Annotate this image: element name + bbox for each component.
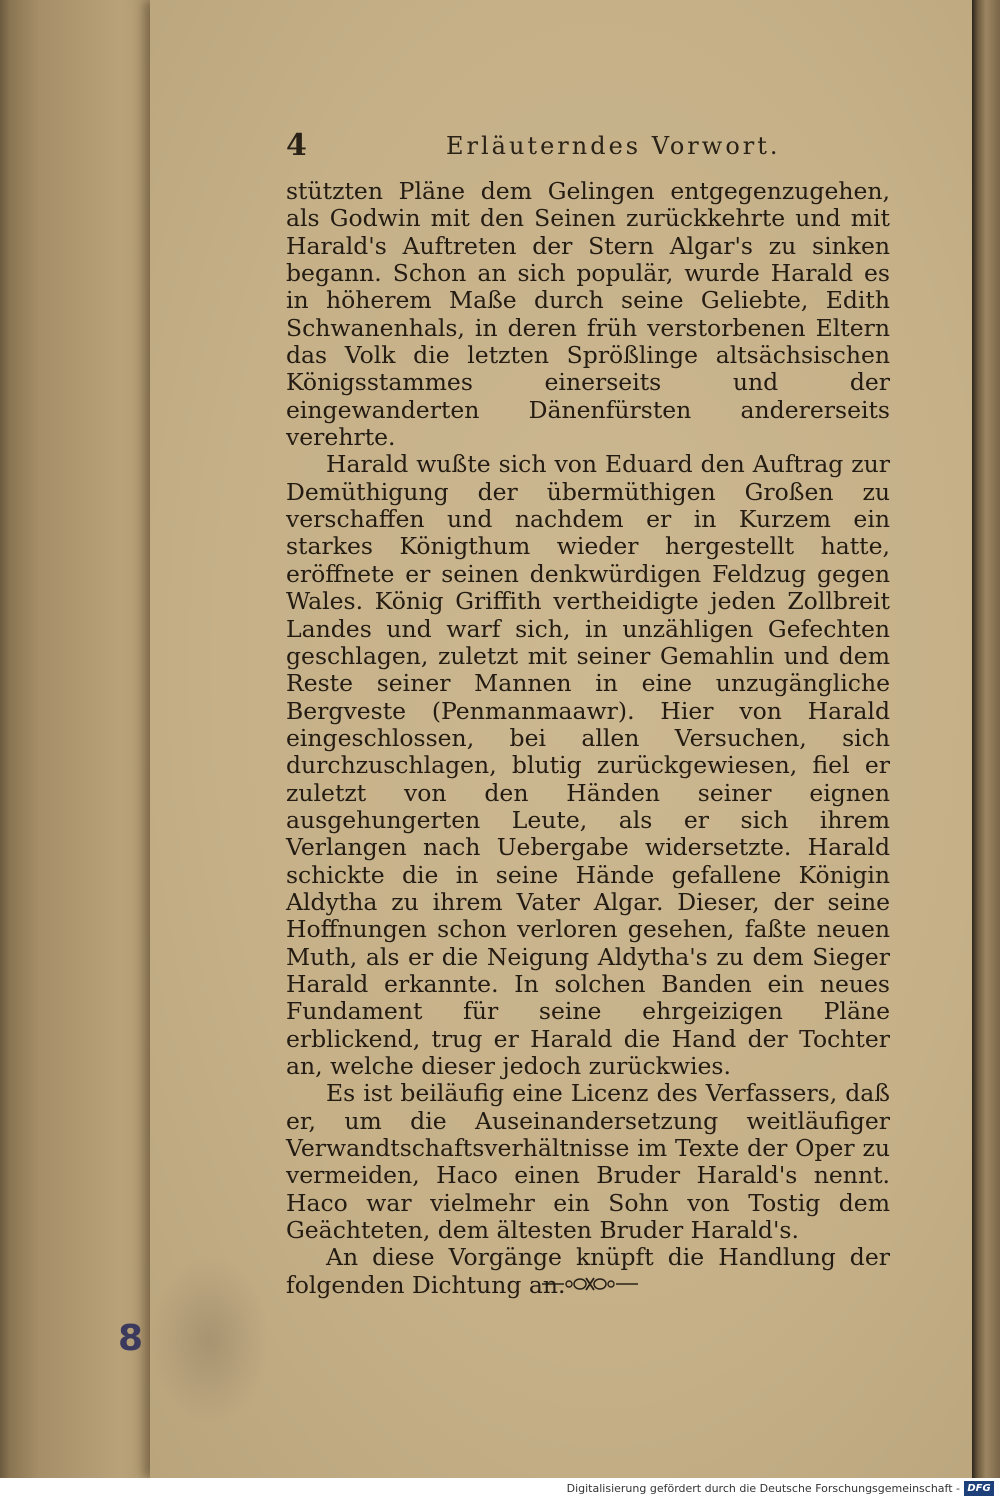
page-gutter [972, 0, 1000, 1478]
page-number: 4 [286, 128, 307, 163]
body-text [286, 178, 890, 1299]
running-head: Erläuterndes Vorwort. [446, 132, 781, 160]
paragraph-3: Es ist beiläufig eine Licenz des Verfassers, daß er, um die Auseinandersetzung weitläufiger Verwandtschaftsverhältnisse im Texte der Oper zu vermeiden, Haco einen Bruder Harald's nennt. Haco war vielmehr ein Sohn von Tostig dem Geächteten, dem ältesten Bruder Harald's. [286, 1079, 890, 1245]
digitization-footer [0, 1478, 1000, 1500]
paragraph-4: An diese Vorgänge knüpft die Handlung der folgenden Dichtung an. [286, 1243, 890, 1299]
end-ornament-icon [540, 1272, 640, 1296]
paragraph-2: Harald wußte sich von Eduard den Auftrag zur Demüthigung der übermüthigen Großen zu verschaffen und nachdem er in Kurzem ein starkes Königthum wieder hergestellt hatte, eröffnete er seinen denkwürdigen Feldzug gegen Wales. König Griffith vertheidigte jeden Zollbreit Landes und warf sich, in unzähligen Gefechten geschlagen, zuletzt mit seiner Gemahlin und dem Reste seiner Mannen in eine unzugängliche Bergveste (Penmanmaawr). Hier von Harald eingeschlossen, bei allen Versuchen, sich durchzuschlagen, blutig zurückgewiesen, fiel er zuletzt von den Händen seiner eignen ausgehungerten Leute, als er sich ihrem Verlangen nach Uebergabe widersetzte. Harald schickte die in seine Hände gefallene Königin Aldytha zu ihrem Vater Algar. Dieser, der seine Hoffnungen schon verloren gesehen, faßte neuen Muth, als er die Neigung Aldytha's zu dem Sieger Harald erkannte. In solchen Banden ein neues Fundament für seine ehrgeizigen Pläne erblickend, trug er Harald die Hand der Tochter an, welche dieser jedoch zurückwies. [286, 450, 890, 1080]
footer-credit: Digitalisierung gefördert durch die Deutsche Forschungsgemeinschaft - [566, 1482, 960, 1495]
paragraph-1: stützten Pläne dem Gelingen entgegenzugehen, als Godwin mit den Seinen zurückkehrte und mit Harald's Auftreten der Stern Algar's zu sinken begann. Schon an sich populär, wurde Harald es in höherem Maße durch seine Geliebte, Edith Schwanenhals, in deren früh verstorbenen Eltern das Volk die letzten Sprößlinge altsächsischen Königsstammes einerseits und der eingewanderten Dänenfürsten andererseits verehrte. [286, 177, 890, 452]
library-stamp: 8 [118, 1318, 144, 1359]
fingerprint-smudge [150, 1255, 270, 1425]
page-header [286, 128, 886, 168]
dfg-logo: DFG [964, 1481, 994, 1496]
